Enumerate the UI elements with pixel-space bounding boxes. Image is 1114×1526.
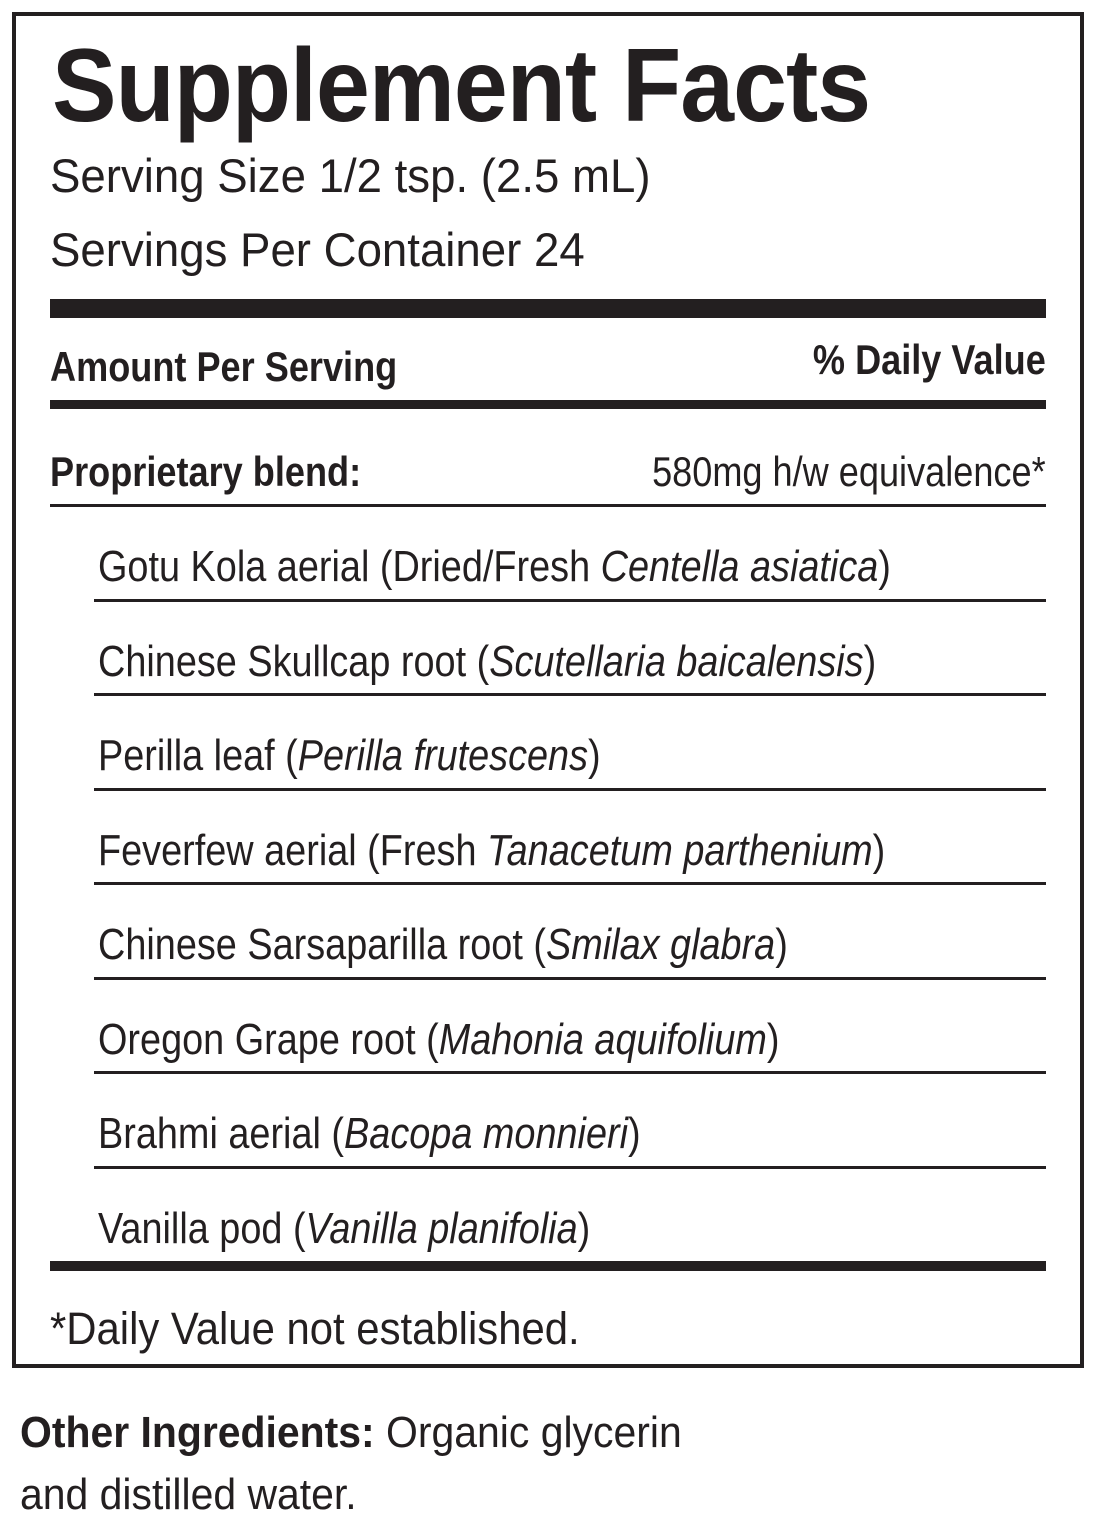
ingredient-name: Oregon Grape root (: [98, 1014, 439, 1064]
ingredient-row: [94, 885, 1046, 980]
ingredient-close: ): [628, 1109, 641, 1158]
ingredient-name: Gotu Kola aerial (Dried/Fresh: [98, 542, 601, 591]
ingredient-close: ): [872, 825, 886, 875]
ingredient-latin-name: Smilax glabra: [545, 920, 776, 969]
ingredient-row: [94, 980, 1046, 1075]
ingredient-row: [94, 602, 1046, 697]
ingredient-row: [94, 696, 1046, 791]
ingredient-latin-name: Perilla frutescens: [297, 731, 589, 780]
ingredient-row: [94, 1074, 1046, 1169]
bottom-divider: [50, 1261, 1046, 1271]
ingredient-text: [98, 1014, 780, 1064]
supplement-facts-panel: [12, 12, 1084, 1368]
ingredient-latin-name: Scutellaria baicalensis: [489, 636, 864, 686]
ingredient-text: [98, 636, 877, 686]
ingredient-name: Chinese Sarsaparilla root (: [98, 920, 546, 969]
ingredient-list: [94, 507, 1046, 1263]
proprietary-blend-amount: 580mg h/w equivalence*: [652, 448, 1046, 495]
ingredient-latin-name: Bacopa monnieri: [344, 1109, 629, 1158]
ingredient-row: [94, 791, 1046, 886]
header-divider: [50, 400, 1046, 409]
ingredient-text: [98, 920, 788, 969]
ingredient-name: Feverfew aerial (Fresh: [98, 825, 488, 875]
ingredient-row: [94, 1169, 1046, 1264]
ingredient-latin-name: Mahonia aquifolium: [438, 1014, 767, 1064]
ingredient-name: Chinese Skullcap root (: [98, 636, 490, 686]
ingredient-close: ): [577, 1203, 591, 1253]
ingredient-latin-name: Vanilla planifolia: [305, 1203, 578, 1253]
ingredient-name: Vanilla pod (: [98, 1203, 306, 1253]
ingredient-text: [98, 731, 601, 780]
amount-per-serving-header: Amount Per Serving: [50, 343, 398, 390]
ingredient-name: Perilla leaf (: [98, 731, 298, 780]
other-ingredients: [20, 1402, 727, 1526]
ingredient-close: ): [775, 920, 788, 969]
ingredient-close: ): [766, 1014, 780, 1064]
ingredient-close: ): [588, 731, 601, 780]
daily-value-footnote: *Daily Value not established.: [50, 1303, 580, 1354]
ingredient-name: Brahmi aerial (: [98, 1109, 345, 1158]
serving-size: Serving Size 1/2 tsp. (2.5 mL): [50, 149, 651, 202]
ingredient-row: [94, 507, 1046, 602]
ingredient-close: ): [863, 636, 877, 686]
daily-value-header: % Daily Value: [813, 336, 1046, 383]
servings-per-container: Servings Per Container 24: [50, 223, 585, 276]
ingredient-text: [98, 825, 886, 875]
ingredient-latin-name: Centella asiatica: [600, 542, 879, 591]
ingredient-latin-name: Tanacetum parthenium: [487, 825, 873, 875]
ingredient-text: [98, 1203, 591, 1253]
thick-divider: [50, 299, 1046, 318]
ingredient-text: [98, 542, 891, 591]
ingredient-text: [98, 1109, 641, 1158]
other-ingredients-text: Organic glycerin and distilled water.: [20, 1408, 682, 1519]
proprietary-blend-label: Proprietary blend:: [50, 448, 362, 495]
other-ingredients-label: Other Ingredients:: [20, 1408, 375, 1457]
panel-title: Supplement Facts: [52, 28, 871, 144]
ingredient-close: ): [878, 542, 891, 591]
